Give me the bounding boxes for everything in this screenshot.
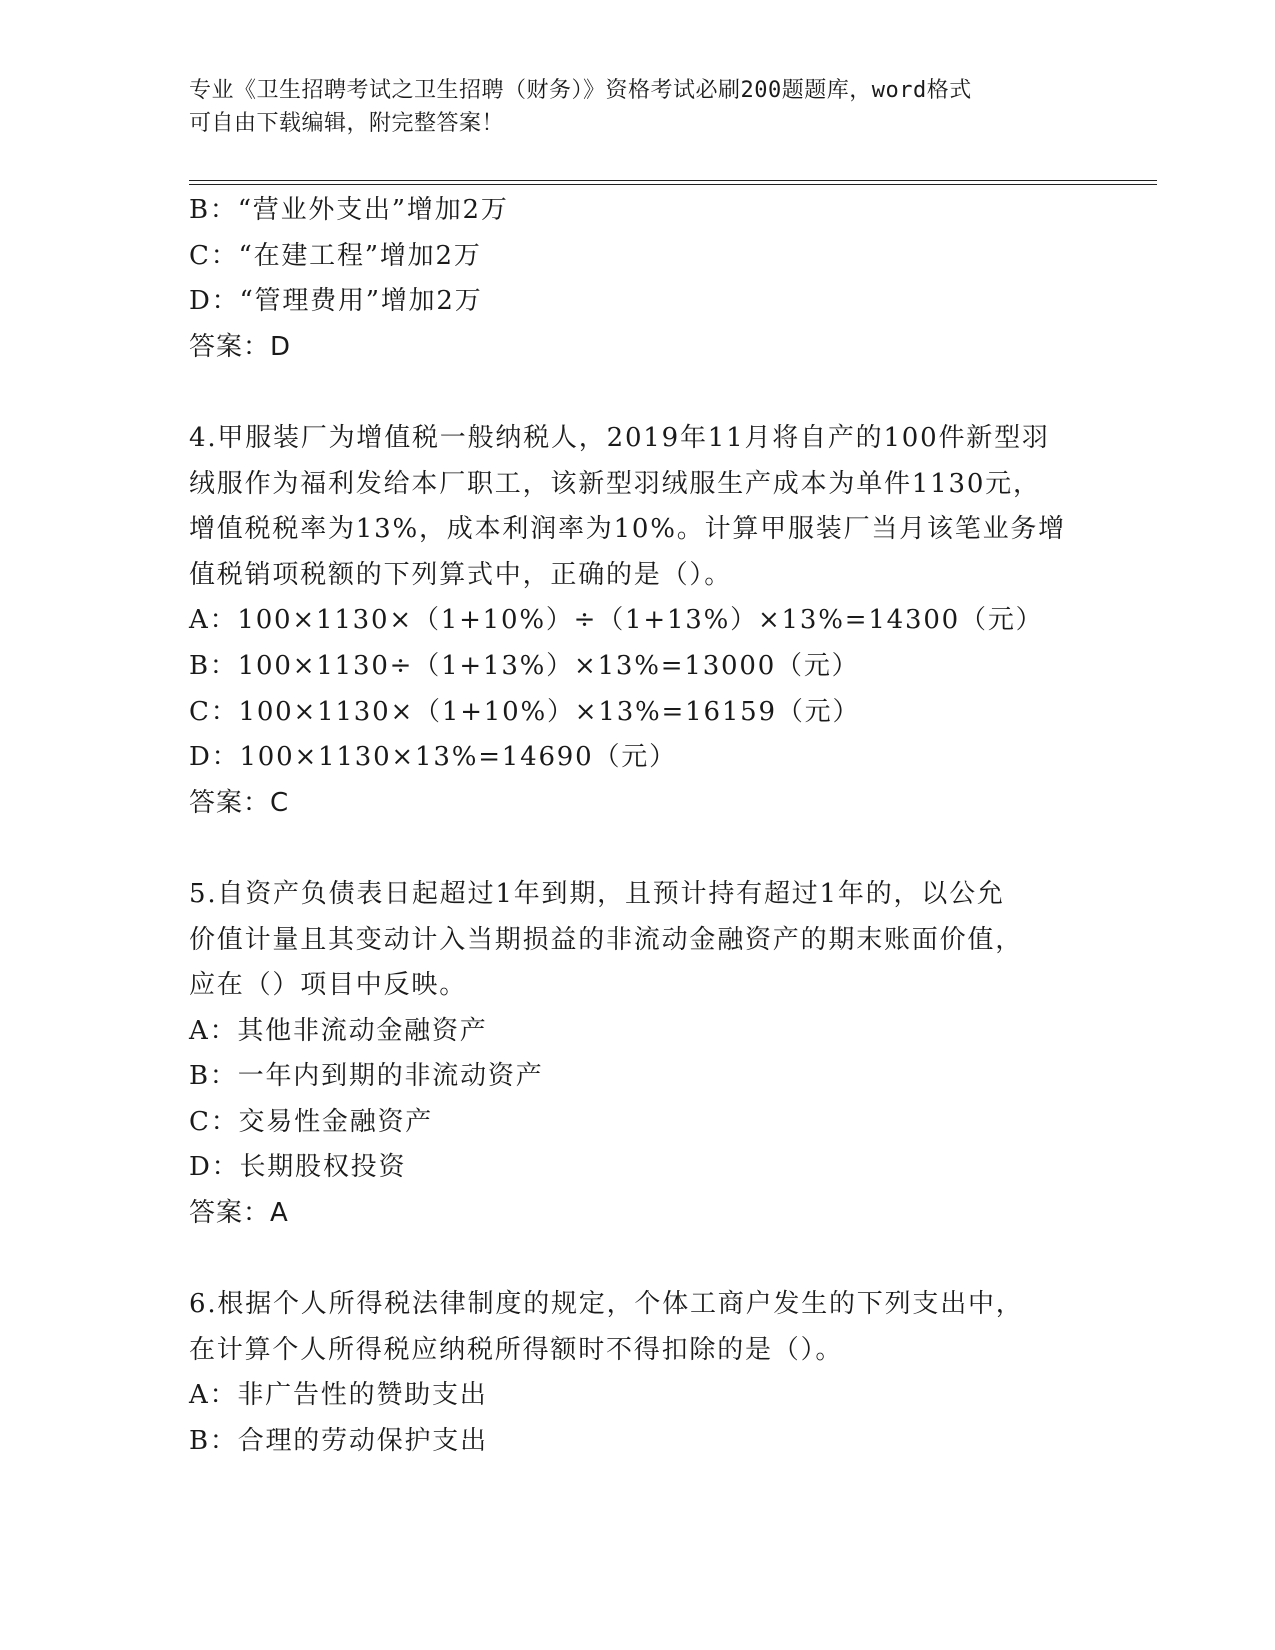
spacer xyxy=(189,1237,1089,1283)
option-d: D：100×1130×13%=14690（元） xyxy=(189,742,677,773)
question-6 xyxy=(189,1282,1089,1464)
option-b: B：100×1130÷（1+13%）×13%=13000（元） xyxy=(189,650,860,681)
header-line-2: 可自由下载编辑，附完整答案！ xyxy=(189,111,505,136)
question-stem-line: 价值计量且其变动计入当期损益的非流动金融资产的期末账面价值， xyxy=(189,924,1024,955)
option-d: D：“管理费用”增加2万 xyxy=(189,286,483,317)
answer: 答案：A xyxy=(189,1198,289,1229)
answer: 答案：C xyxy=(189,787,290,818)
question-3 xyxy=(189,188,1089,370)
header-line-1: 专业《卫生招聘考试之卫生招聘（财务）》资格考试必刷200题题库，word格式 xyxy=(189,78,972,103)
question-stem-line: 6.根据个人所得税法律制度的规定，个体工商户发生的下列支出中， xyxy=(189,1289,1024,1320)
question-stem-line: 绒服作为福利发给本厂职工，该新型羽绒服生产成本为单件1130元， xyxy=(189,468,1041,499)
question-content xyxy=(189,188,1089,1465)
question-stem-line: 5.自资产负债表日起超过1年到期，且预计持有超过1年的，以公允 xyxy=(189,878,1005,909)
question-stem-line: 应在（）项目中反映。 xyxy=(189,970,468,1001)
header-rule-top xyxy=(189,180,1157,181)
option-a: A：其他非流动金融资产 xyxy=(189,1015,488,1046)
option-d: D：长期股权投资 xyxy=(189,1152,407,1183)
question-stem-line: 值税销项税额的下列算式中，正确的是（）。 xyxy=(189,559,733,590)
header-rule-bottom xyxy=(189,184,1157,185)
option-b: B：合理的劳动保护支出 xyxy=(189,1426,488,1457)
question-5 xyxy=(189,872,1089,1237)
option-a: A：非广告性的赞助支出 xyxy=(189,1380,488,1411)
option-a: A：100×1130×（1+10%）÷（1+13%）×13%=14300（元） xyxy=(189,605,1044,636)
question-4 xyxy=(189,416,1089,826)
spacer xyxy=(189,826,1089,872)
question-stem-line: 增值税税率为13%，成本利润率为10%。计算甲服装厂当月该笔业务增 xyxy=(189,514,1066,545)
page-header xyxy=(189,74,1089,140)
spacer xyxy=(189,370,1089,416)
question-stem-line: 在计算个人所得税应纳税所得额时不得扣除的是（）。 xyxy=(189,1334,844,1365)
option-c: C：“在建工程”增加2万 xyxy=(189,240,482,271)
answer: 答案：D xyxy=(189,331,292,362)
option-c: C：交易性金融资产 xyxy=(189,1106,434,1137)
option-b: B：一年内到期的非流动资产 xyxy=(189,1061,544,1092)
option-c: C：100×1130×（1+10%）×13%=16159（元） xyxy=(189,696,861,727)
option-b: B：“营业外支出”增加2万 xyxy=(189,195,509,225)
question-stem-line: 4.甲服装厂为增值税一般纳税人，2019年11月将自产的100件新型羽 xyxy=(189,422,1050,453)
